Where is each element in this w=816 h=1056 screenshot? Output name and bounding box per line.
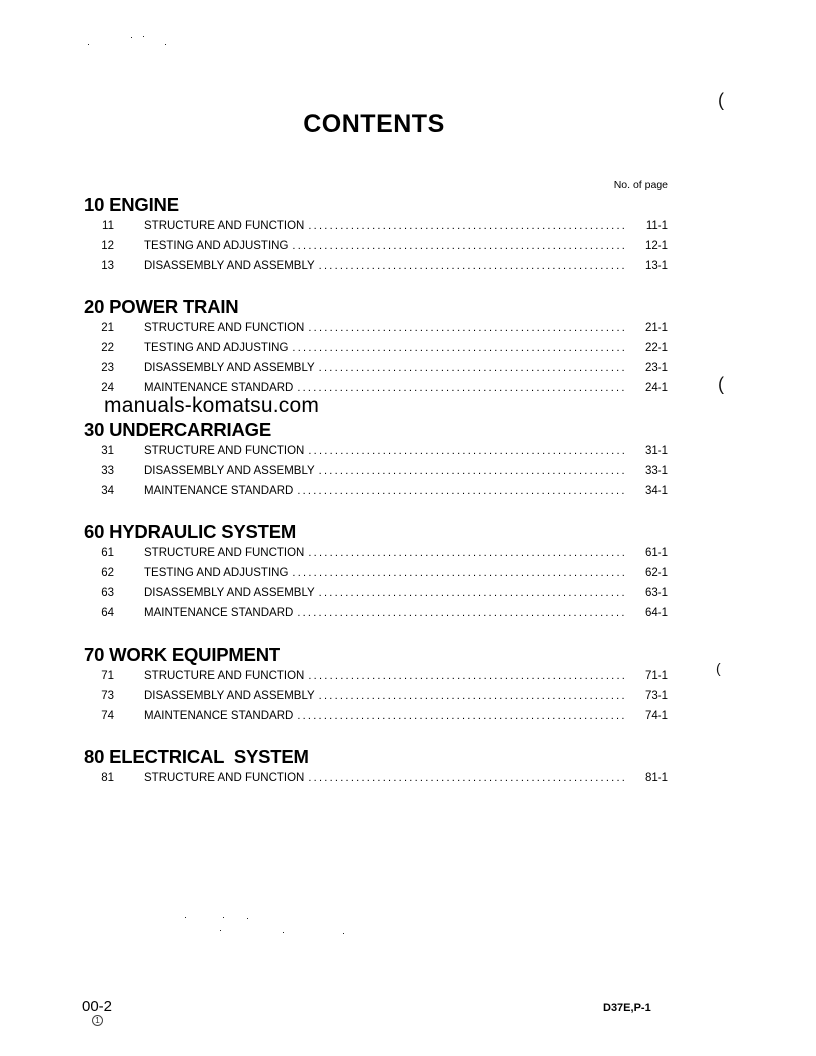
entry-page: 61-1 <box>644 547 668 559</box>
entry-number: 24 <box>101 382 114 394</box>
dot-leader <box>292 338 626 358</box>
entry-page: 71-1 <box>644 670 668 682</box>
dot-leader <box>319 256 626 276</box>
entry-label: MAINTENANCE STANDARD <box>144 607 294 619</box>
toc-entry[interactable] <box>84 338 668 358</box>
dot-leader <box>297 706 626 726</box>
toc-entry[interactable] <box>84 543 668 563</box>
entry-label: STRUCTURE AND FUNCTION <box>144 220 305 232</box>
entry-label: STRUCTURE AND FUNCTION <box>144 547 305 559</box>
section-heading: 70 WORK EQUIPMENT <box>84 644 281 665</box>
entry-page: 63-1 <box>644 587 668 599</box>
section-heading: 60 HYDRAULIC SYSTEM <box>84 521 297 542</box>
footer-model-code: D37E,P-1 <box>603 1002 651 1014</box>
entry-label: MAINTENANCE STANDARD <box>144 485 294 497</box>
revision-mark-icon: 1 <box>92 1015 103 1026</box>
toc-section-electrical-system <box>84 746 668 788</box>
section-heading: 80 ELECTRICAL SYSTEM <box>84 746 309 767</box>
toc-entry[interactable] <box>84 603 668 623</box>
dot-leader <box>308 318 626 338</box>
entry-page: 73-1 <box>644 690 668 702</box>
dot-leader <box>319 686 626 706</box>
section-heading: 30 UNDERCARRIAGE <box>84 419 271 440</box>
scan-speck <box>283 932 284 933</box>
section-heading: 10 ENGINE <box>84 194 179 215</box>
entry-number: 34 <box>101 485 114 497</box>
entry-number: 64 <box>101 607 114 619</box>
toc-entry[interactable] <box>84 583 668 603</box>
toc-entry[interactable] <box>84 706 668 726</box>
dot-leader <box>292 563 626 583</box>
dot-leader <box>297 603 626 623</box>
dot-leader <box>319 583 626 603</box>
binder-hole-mark-top: ( <box>718 90 724 110</box>
watermark-text: manuals-komatsu.com <box>104 394 320 417</box>
dot-leader <box>308 441 626 461</box>
toc-section-power-train <box>84 296 668 398</box>
toc-entry[interactable] <box>84 358 668 378</box>
dot-leader <box>297 481 626 501</box>
entry-page: 81-1 <box>644 772 668 784</box>
entry-number: 63 <box>101 587 114 599</box>
page-number-column-header: No. of page <box>613 179 668 191</box>
entry-page: 21-1 <box>644 322 668 334</box>
entry-number: 81 <box>101 772 114 784</box>
footer-page-number: 00-2 <box>82 998 113 1015</box>
toc-section-undercarriage <box>84 419 668 501</box>
toc-entry[interactable] <box>84 256 668 276</box>
entry-label: TESTING AND ADJUSTING <box>144 567 289 579</box>
entry-page: 23-1 <box>644 362 668 374</box>
entry-label: TESTING AND ADJUSTING <box>144 342 289 354</box>
scan-speck <box>223 917 224 918</box>
dot-leader <box>319 358 626 378</box>
entry-number: 12 <box>101 240 114 252</box>
entry-number: 33 <box>101 465 114 477</box>
entry-label: DISASSEMBLY AND ASSEMBLY <box>144 587 315 599</box>
entry-label: STRUCTURE AND FUNCTION <box>144 322 305 334</box>
dot-leader <box>308 768 626 788</box>
toc-entry[interactable] <box>84 768 668 788</box>
scan-speck <box>247 918 248 919</box>
toc-entry[interactable] <box>84 216 668 236</box>
entry-number: 73 <box>101 690 114 702</box>
entry-label: STRUCTURE AND FUNCTION <box>144 772 305 784</box>
scan-speck <box>185 917 186 918</box>
entry-page: 11-1 <box>645 220 668 232</box>
entry-number: 13 <box>101 260 114 272</box>
entry-page: 22-1 <box>644 342 668 354</box>
binder-hole-mark-bottom: ( <box>716 660 721 676</box>
dot-leader <box>292 236 626 256</box>
entry-page: 13-1 <box>644 260 668 272</box>
toc-entry[interactable] <box>84 666 668 686</box>
entry-label: STRUCTURE AND FUNCTION <box>144 445 305 457</box>
entry-page: 12-1 <box>644 240 668 252</box>
toc-entry[interactable] <box>84 481 668 501</box>
entry-number: 22 <box>101 342 114 354</box>
entry-number: 62 <box>101 567 114 579</box>
entry-label: DISASSEMBLY AND ASSEMBLY <box>144 260 315 272</box>
entry-page: 64-1 <box>644 607 668 619</box>
dot-leader <box>308 216 626 236</box>
entry-page: 74-1 <box>644 710 668 722</box>
dot-leader <box>297 378 626 398</box>
entry-page: 62-1 <box>644 567 668 579</box>
dot-leader <box>308 543 626 563</box>
toc-entry[interactable] <box>84 563 668 583</box>
toc-entry[interactable] <box>84 441 668 461</box>
scan-speck <box>131 37 132 38</box>
page-title: CONTENTS <box>303 110 445 138</box>
entry-number: 11 <box>102 220 114 232</box>
scan-speck <box>343 933 344 934</box>
entry-page: 34-1 <box>644 485 668 497</box>
section-heading: 20 POWER TRAIN <box>84 296 239 317</box>
scan-speck <box>165 44 166 45</box>
entry-number: 71 <box>101 670 114 682</box>
entry-number: 74 <box>101 710 114 722</box>
entry-page: 24-1 <box>644 382 668 394</box>
entry-page: 33-1 <box>644 465 668 477</box>
toc-entry[interactable] <box>84 461 668 481</box>
dot-leader <box>319 461 626 481</box>
entry-label: TESTING AND ADJUSTING <box>144 240 289 252</box>
entry-label: DISASSEMBLY AND ASSEMBLY <box>144 362 315 374</box>
binder-hole-mark-middle: ( <box>718 374 724 394</box>
entry-label: STRUCTURE AND FUNCTION <box>144 670 305 682</box>
entry-label: DISASSEMBLY AND ASSEMBLY <box>144 690 315 702</box>
toc-section-engine <box>84 194 668 276</box>
entry-number: 21 <box>101 322 114 334</box>
toc-entry[interactable] <box>84 686 668 706</box>
toc-section-hydraulic-system <box>84 521 668 623</box>
scan-speck <box>220 930 221 931</box>
toc-entry[interactable] <box>84 236 668 256</box>
scan-speck <box>88 44 89 45</box>
toc-section-work-equipment <box>84 644 668 726</box>
entry-page: 31-1 <box>644 445 668 457</box>
entry-number: 23 <box>101 362 114 374</box>
entry-label: DISASSEMBLY AND ASSEMBLY <box>144 465 315 477</box>
dot-leader <box>308 666 626 686</box>
entry-label: MAINTENANCE STANDARD <box>144 710 294 722</box>
entry-number: 31 <box>101 445 114 457</box>
toc-entry[interactable] <box>84 318 668 338</box>
scan-speck <box>143 36 144 37</box>
entry-label: MAINTENANCE STANDARD <box>144 382 294 394</box>
entry-number: 61 <box>101 547 114 559</box>
